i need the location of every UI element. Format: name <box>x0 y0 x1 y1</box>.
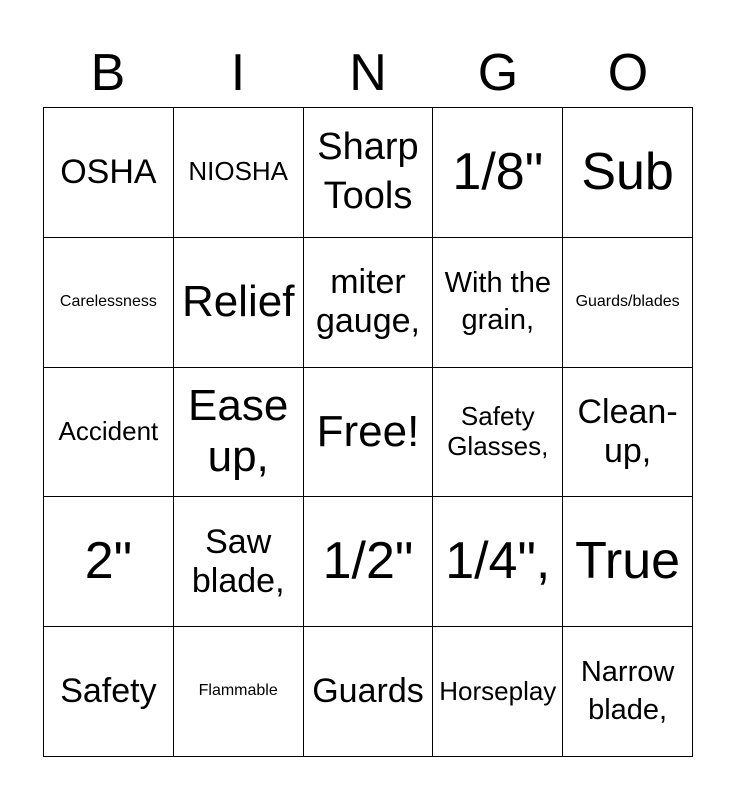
bingo-cell[interactable]: True <box>563 497 693 627</box>
bingo-cell[interactable]: Flammable <box>174 627 304 757</box>
bingo-cell[interactable]: Safety <box>44 627 174 757</box>
bingo-cell[interactable]: OSHA <box>44 108 174 238</box>
bingo-cell[interactable]: 1/2" <box>304 497 434 627</box>
bingo-cell[interactable]: Sub <box>563 108 693 238</box>
bingo-cell[interactable]: Relief <box>174 238 304 368</box>
bingo-cell[interactable]: Saw blade, <box>174 497 304 627</box>
bingo-cell[interactable]: miter gauge, <box>304 238 434 368</box>
bingo-cell[interactable]: With the grain, <box>433 238 563 368</box>
header-letter-o: O <box>607 44 649 102</box>
bingo-cell[interactable]: 1/8" <box>433 108 563 238</box>
bingo-cell[interactable]: NIOSHA <box>174 108 304 238</box>
bingo-cell[interactable]: Safety Glasses, <box>433 368 563 498</box>
bingo-board <box>43 107 693 757</box>
bingo-cell[interactable]: Sharp Tools <box>304 108 434 238</box>
bingo-cell[interactable]: Accident <box>44 368 174 498</box>
bingo-cell[interactable]: Carelessness <box>44 238 174 368</box>
header-letter-g: G <box>477 44 519 102</box>
bingo-cell[interactable]: 1/4", <box>433 497 563 627</box>
bingo-header <box>43 40 693 106</box>
bingo-cell[interactable]: Narrow blade, <box>563 627 693 757</box>
bingo-cell[interactable]: Guards <box>304 627 434 757</box>
bingo-cell[interactable]: Clean-up, <box>563 368 693 498</box>
bingo-cell[interactable]: Ease up, <box>174 368 304 498</box>
header-letter-b: B <box>90 44 126 102</box>
header-letter-i: I <box>230 44 246 102</box>
free-space-cell[interactable]: Free! <box>304 368 434 498</box>
header-letter-n: N <box>349 44 387 102</box>
bingo-cell[interactable]: Guards/blades <box>563 238 693 368</box>
bingo-cell[interactable]: Horseplay <box>433 627 563 757</box>
bingo-cell[interactable]: 2" <box>44 497 174 627</box>
